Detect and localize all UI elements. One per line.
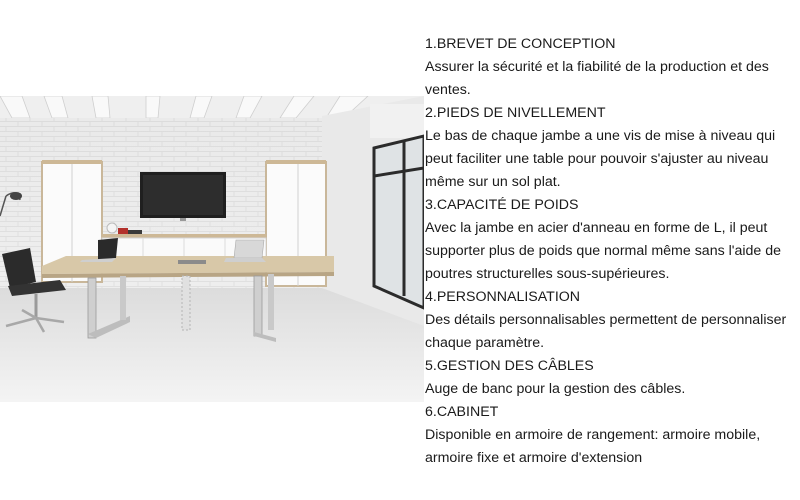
feature-item [425, 102, 797, 194]
feature-description: Assurer la sécurité et la fiabilité de la production et des ventes. [425, 59, 769, 98]
feature-item [425, 355, 797, 401]
feature-item [425, 286, 797, 355]
feature-description: Auge de banc pour la gestion des câbles. [425, 381, 686, 397]
feature-title: 1.BREVET DE CONCEPTION [425, 36, 616, 52]
conference-room-illustration [0, 96, 424, 402]
feature-item [425, 401, 797, 470]
feature-item [425, 33, 797, 102]
window [374, 136, 424, 308]
feature-description: Avec la jambe en acier d'anneau en forme de L, il peut supporter plus de poids que normal même sans l'aide de poutres structurelles sous-supérieures. [425, 220, 782, 282]
feature-item [425, 194, 797, 286]
feature-list [425, 33, 797, 470]
feature-description: Des détails personnalisables permettent de personnaliser chaque paramètre. [425, 312, 787, 351]
feature-title: 5.GESTION DES CÂBLES [425, 358, 594, 374]
feature-title: 4.PERSONNALISATION [425, 289, 581, 305]
product-photo [0, 96, 424, 402]
floor [0, 288, 424, 402]
feature-title: 6.CABINET [425, 404, 499, 420]
feature-title: 2.PIEDS DE NIVELLEMENT [425, 105, 606, 121]
feature-title: 3.CAPACITÉ DE POIDS [425, 197, 579, 213]
wall-tv [140, 172, 226, 221]
feature-description: Le bas de chaque jambe a une vis de mise à niveau qui peut faciliter une table pour pouvoir s'ajuster au niveau même sur un sol plat. [425, 128, 776, 190]
feature-description: Disponible en armoire de rangement: armoire mobile, armoire fixe et armoire d'extension [425, 427, 761, 466]
